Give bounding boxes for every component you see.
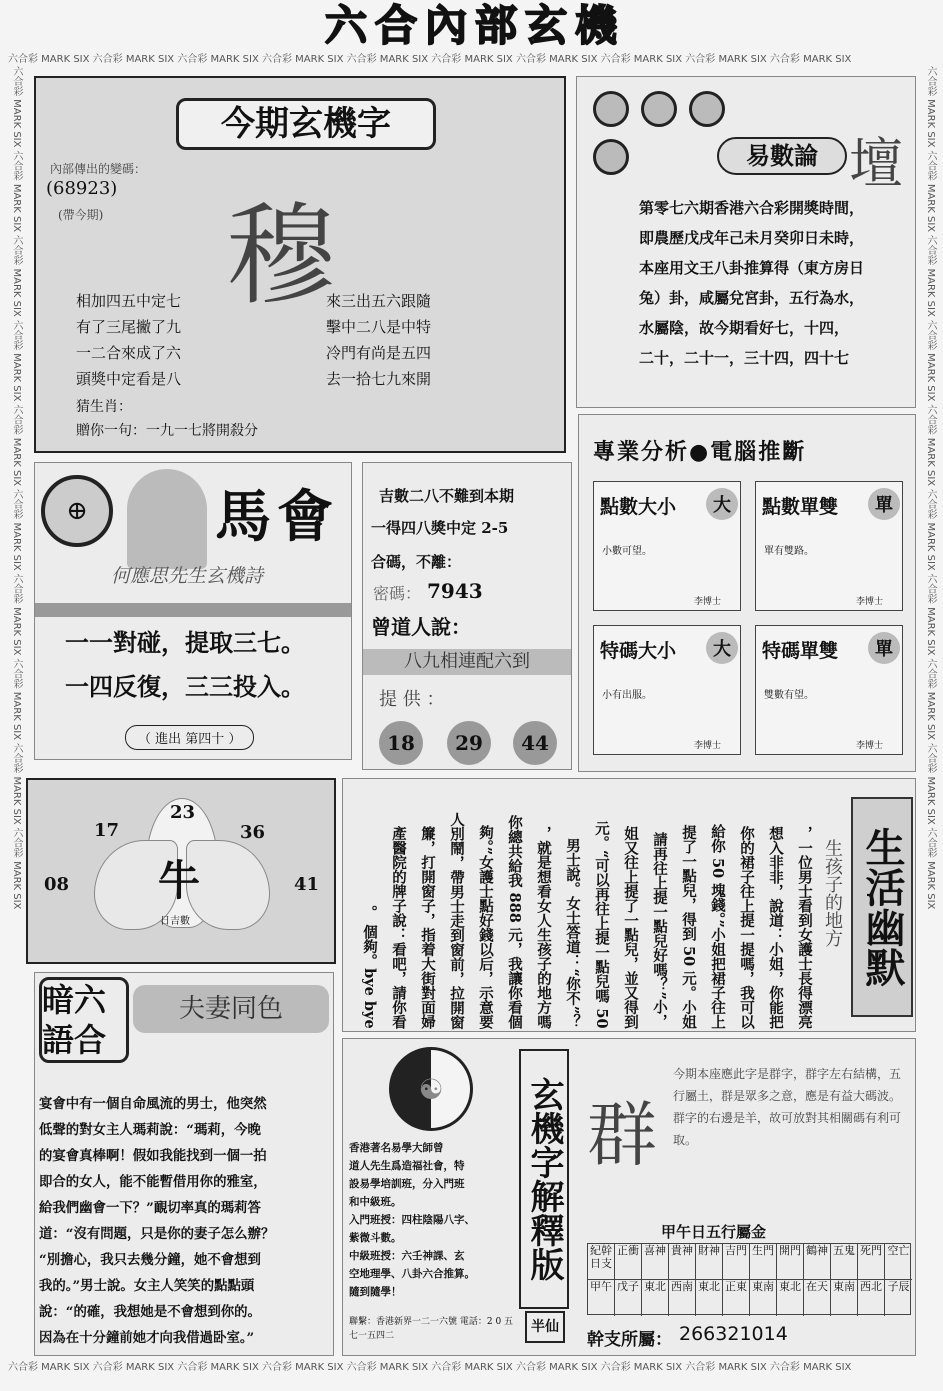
humor-body <box>349 793 819 1029</box>
mahui-panel <box>34 462 352 760</box>
anyu-line: 的宴會真棒啊！假如我能找到一個一拍 <box>39 1148 267 1164</box>
table-cell: 東北 <box>642 1280 669 1316</box>
analysis-cell-label: 特碼單雙 <box>762 640 839 662</box>
analysis-cell <box>755 481 903 611</box>
table-head: 空亡 <box>885 1244 912 1280</box>
yishu-line: 水屬陰，故今期看好七，十四， <box>639 319 850 337</box>
flower-caption: 日吉數 <box>160 916 190 927</box>
humor-column: 想入非非，說道：小姐，你能把 <box>767 826 784 1029</box>
anyu-title-char: 暗 <box>42 981 75 1019</box>
table-head: 生門 <box>750 1244 777 1280</box>
anyu-line: “別擔心，我只去幾分鐘，她不會想到 <box>39 1252 261 1268</box>
table-cell: 東北 <box>777 1280 804 1316</box>
yishu-line: 兔）卦，咸屬兌宮卦，五行為水， <box>639 289 865 307</box>
anyu-title-char: 六 <box>74 981 107 1019</box>
table-cell: 東南 <box>750 1280 777 1316</box>
flower-number: 08 <box>44 874 70 895</box>
poem-line: 去一拾七九來開 <box>326 370 432 388</box>
poem-line: 相加四五中定七 <box>76 292 182 310</box>
anyu-topic: 夫妻同色 <box>133 985 329 1033</box>
tips-line-2: 一得四八獎中定 2-5 <box>371 519 509 537</box>
section-title: 曾道人說： <box>371 615 471 639</box>
ganzhi-value: 266321014 <box>679 1323 788 1345</box>
table-cell: 東南 <box>831 1280 858 1316</box>
avatar <box>127 469 207 569</box>
analysis-desc: 小數可望。 <box>602 546 652 557</box>
humor-column: ？”男士說。女士答道：“你不 <box>564 838 581 1029</box>
provide-label: 提 供 ： <box>379 689 445 710</box>
table-cell: 甲午 <box>588 1280 615 1316</box>
coin-icon <box>689 91 725 127</box>
anyu-line: 道：“沒有問題，只是你的妻子怎么辦？ <box>39 1226 275 1242</box>
flower-number: 23 <box>170 802 196 823</box>
humor-panel <box>342 778 916 1032</box>
table-head: 喜神 <box>642 1244 669 1280</box>
yishu-panel <box>576 76 916 408</box>
flower-number: 36 <box>240 822 266 843</box>
master-line: 香港著名易學大師曾 <box>349 1142 444 1154</box>
number-ball: 29 <box>447 721 491 765</box>
analysis-cell-label: 點數單雙 <box>762 496 839 518</box>
border-bottom: 六合彩 MARK SIX 六合彩 MARK SIX 六合彩 MARK SIX 六合彩 MARK SIX 六合彩 MARK SIX 六合彩 MARK SIX 六合彩 MARK SIX 六合彩 MARK SIX 六合彩 MARK SIX 六合彩 MARK SIX <box>8 1362 852 1373</box>
xuanji-jie-big-char: 群 <box>587 1094 657 1176</box>
analysis-cell <box>593 481 741 611</box>
coin-icon <box>641 91 677 127</box>
anyu-line: 給我們幽會一下？”靦切率真的瑪莉答 <box>39 1200 261 1216</box>
humor-subtitle: 生孩子的地方 <box>822 839 843 947</box>
table-head: 紀幹日支 <box>588 1244 615 1280</box>
analysis-sign: 李博士 <box>856 741 884 751</box>
poem-line: 一二合來成了六 <box>76 344 182 362</box>
seal: 半仙 <box>525 1311 565 1343</box>
anyu-title <box>39 977 129 1063</box>
humor-column: 50 元。“可以再往上提一點兒嗎 <box>593 821 610 1029</box>
flower-panel <box>26 778 336 964</box>
master-line: 道人先生爲造福社會，特 <box>349 1160 465 1172</box>
table-cell: 子辰 <box>887 1280 910 1293</box>
tips-line-3: 合碼，不離： <box>371 553 462 571</box>
number-ball: 18 <box>379 721 423 765</box>
coin-icon <box>593 139 629 175</box>
zodiac-char: 牛 <box>158 856 201 905</box>
table-head: 吉門 <box>723 1244 750 1280</box>
humor-column: 提了一點兒，得到 50 元。小姐 <box>680 824 697 1029</box>
xuanji-jie-text: 今期本座應此字是群字，群字左右結構，五行屬土，群是眾多之意，應是有益大碼波。群字的右邊是羊，故可放對其相關碼有利可取。 <box>673 1067 902 1147</box>
ganzhi-label: 幹支所屬： <box>587 1330 672 1350</box>
analysis-sign: 李博士 <box>694 741 722 751</box>
guess-zodiac-label: 猜生肖： <box>76 399 132 415</box>
humor-column: ，請再往上提一點兒好嗎？”小 <box>651 832 668 1029</box>
taiji-icon: ☯ <box>389 1047 473 1131</box>
master-line: 紫微斗數。 <box>349 1232 402 1244</box>
humor-column: 簾，打開窗子，指着大街對面婦 <box>419 826 436 1029</box>
analysis-cell-label: 特碼大小 <box>600 640 677 662</box>
table-head: 開門 <box>777 1244 804 1280</box>
humor-column: 產醫院的牌子說：看吧，請你看 <box>390 826 407 1029</box>
poem-line: 擊中二八是中特 <box>326 318 432 336</box>
analysis-desc: 單有雙路。 <box>764 546 814 557</box>
table-cell: 戊子 <box>615 1280 642 1316</box>
mahui-line-1: 一一對碰，提取三七。 <box>65 628 305 657</box>
table-head: 貴神 <box>669 1244 696 1280</box>
contact-text: 聯繫：香港新界一二一六號 電話：2 0 五七一五四二 <box>349 1317 514 1341</box>
master-line: 設易學培訓班，分入門班 <box>349 1178 465 1190</box>
flower-number: 17 <box>94 820 120 841</box>
humor-column: 人別鬧，帶男士走到窗前，拉開窗 <box>448 811 465 1029</box>
yishu-line: 第零七六期香港六合彩開獎時間， <box>639 199 865 217</box>
anyu-body <box>39 1091 333 1351</box>
xuanji-jie-panel <box>342 1038 916 1356</box>
table-cell: 西南 <box>669 1280 696 1316</box>
poem-left <box>76 288 181 392</box>
yishu-line: 本座用文王八卦推算得（東方房日 <box>639 259 865 277</box>
border-left: 六合彩 MARK SIX 六合彩 MARK SIX 六合彩 MARK SIX 六合彩 MARK SIX 六合彩 MARK SIX 六合彩 MARK SIX 六合彩 MARK SIX 六合彩 MARK SIX 六合彩 MARK SIX 六合彩 MARK SIX <box>11 66 22 910</box>
table-title: 甲午日五行屬金 <box>661 1223 767 1241</box>
humor-column: 就是想看女人生孩子的地方嗎， <box>535 826 552 1029</box>
mahui-line-2: 一四反復，三三投入。 <box>65 672 305 701</box>
humor-column: 給你 50 塊錢。”小姐把裙子往上 <box>709 823 726 1029</box>
border-right: 六合彩 MARK SIX 六合彩 MARK SIX 六合彩 MARK SIX 六合彩 MARK SIX 六合彩 MARK SIX 六合彩 MARK SIX 六合彩 MARK SIX 六合彩 MARK SIX 六合彩 MARK SIX 六合彩 MARK SIX <box>925 66 936 910</box>
table-cell: 東北 <box>696 1280 723 1316</box>
mima-value: 7943 <box>427 579 483 603</box>
yishu-text <box>639 193 864 373</box>
anyu-line: 因為在十分鐘前她才向我借過卧室。” <box>39 1330 255 1346</box>
tips-line-1: 吉數二八不難到本期 <box>379 487 515 505</box>
yishu-line: 即農歷戊戌年己未月癸卯日未時， <box>639 229 865 247</box>
poem-line: 有了三尾撇了九 <box>76 318 182 336</box>
poem-line: 冷門有尚是五四 <box>326 344 432 362</box>
master-line: 中級班授：六壬神課、玄 <box>349 1250 465 1262</box>
poem-right <box>326 288 431 392</box>
master-line: 空地理學、八卦六合推算。 <box>349 1268 475 1280</box>
anyu-title-char: 語 <box>42 1021 75 1059</box>
table-head: 正衝 <box>615 1244 642 1280</box>
table-head: 死門 <box>858 1244 885 1280</box>
anyu-line: 即合的女人，能不能暫借用你的雅室， <box>39 1174 267 1190</box>
humor-title: 生活幽默 <box>851 797 913 1017</box>
mahui-subtitle: 何應思先生玄機詩 <box>111 565 264 587</box>
analysis-desc: 小有出服。 <box>602 690 652 701</box>
yishu-title: 易數論 <box>717 137 847 175</box>
humor-column: 個夠。bye bye 。 <box>361 905 378 1029</box>
master-line: 和中級班。 <box>349 1196 402 1208</box>
anyu-line: 宴會中有一個自命風流的男士，他突然 <box>39 1096 267 1112</box>
code-label: 內部傳出的變碼： <box>50 162 147 176</box>
master-line: 隨到隨學！ <box>349 1286 402 1298</box>
analysis-sign: 李博士 <box>694 597 722 607</box>
analysis-result: 大 <box>706 632 738 664</box>
analysis-cell-label: 點數大小 <box>600 496 677 518</box>
mima-label: 密碼： <box>373 584 422 603</box>
table-cell: 西北 <box>858 1280 885 1316</box>
coin-icon <box>593 91 629 127</box>
xuanji-zi-heading: 今期玄機字 <box>176 98 436 150</box>
humor-column: 你總共給我 888 元，我讓你看個 <box>506 814 523 1029</box>
divider <box>35 603 351 617</box>
wuxing-table <box>587 1243 911 1315</box>
logo-icon: ⊕ <box>41 475 113 547</box>
master-text <box>349 1139 521 1301</box>
table-head: 鶴神 <box>804 1244 831 1280</box>
yishu-big-char: 壇 <box>849 132 903 195</box>
humor-column: 姐又往上提了一點兒，並又得到 <box>622 826 639 1029</box>
analysis-desc: 雙數有望。 <box>764 690 814 701</box>
xuanji-zi-panel <box>34 76 566 453</box>
number-ball: 44 <box>513 721 557 765</box>
border-top: 六合彩 MARK SIX 六合彩 MARK SIX 六合彩 MARK SIX 六合彩 MARK SIX 六合彩 MARK SIX 六合彩 MARK SIX 六合彩 MARK SIX 六合彩 MARK SIX 六合彩 MARK SIX 六合彩 MARK SIX <box>8 54 852 65</box>
humor-column: 夠。”女護士點好錢以后，示意要 <box>477 824 494 1029</box>
analysis-title: 專業分析●電腦推斷 <box>593 439 807 465</box>
table-cell: 在天 <box>804 1280 831 1316</box>
anyu-line: 說：“的確，我想她是不會想到你的。 <box>39 1304 261 1320</box>
master-line: 入門班授：四柱陰陽八字、 <box>349 1214 475 1226</box>
analysis-result: 單 <box>868 488 900 520</box>
gift-phrase: 贈你一句：一九一七將開殺分 <box>76 423 258 439</box>
tips-panel <box>362 462 572 770</box>
code-note: (帶今期) <box>58 208 104 222</box>
anyu-title-char: 合 <box>74 1021 107 1059</box>
anyu-line: 我的。”男士說。女主人笑笑的點點頭 <box>39 1278 255 1294</box>
mahui-title: 馬會 <box>215 484 339 550</box>
xuanji-jie-title: 玄機字解釋版 <box>519 1049 569 1309</box>
poem-line: 來三出五六跟隨 <box>326 292 432 310</box>
page-title: 六合內部玄機 <box>324 1 625 50</box>
analysis-result: 單 <box>868 632 900 664</box>
anyu-panel <box>34 972 334 1356</box>
mahui-footer: （ 進出 第四十 ） <box>125 725 254 750</box>
analysis-sign: 李博士 <box>856 597 884 607</box>
yishu-line: 二十，二十一，三十四，四十七 <box>639 349 850 367</box>
saying: 八九相連配六到 <box>363 649 571 675</box>
humor-column: 你的裙子往上提一提嗎，我可以 <box>738 826 755 1029</box>
analysis-cell <box>755 625 903 755</box>
table-head: 五鬼 <box>831 1244 858 1280</box>
humor-column: 一位男士看到女護士長得漂亮， <box>796 826 813 1029</box>
table-cell: 正東 <box>723 1280 750 1316</box>
code-value: (68923) <box>46 178 118 199</box>
poem-line: 頭獎中定看是八 <box>76 370 182 388</box>
analysis-panel <box>578 414 916 772</box>
flower-number: 41 <box>294 874 320 895</box>
xuanji-big-char: 穆 <box>226 192 336 320</box>
analysis-result: 大 <box>706 488 738 520</box>
analysis-cell <box>593 625 741 755</box>
anyu-line: 低聲的對女主人瑪莉說：“瑪莉，今晚 <box>39 1122 261 1138</box>
table-head: 財神 <box>696 1244 723 1280</box>
